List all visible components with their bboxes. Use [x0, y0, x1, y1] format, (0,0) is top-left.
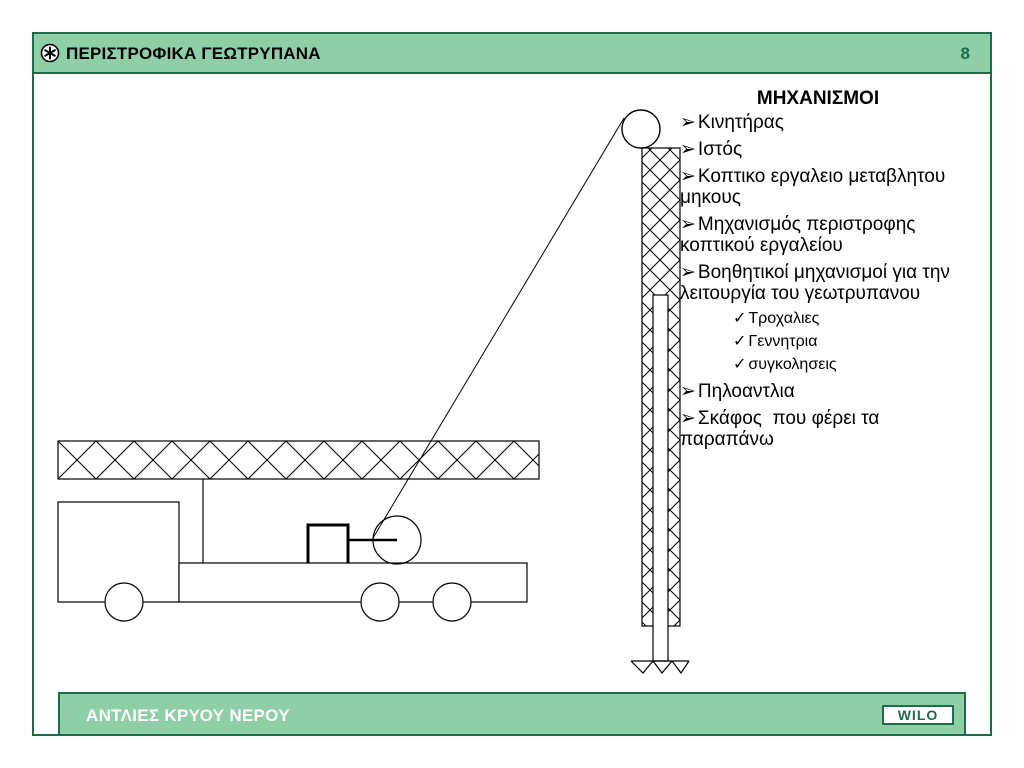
- truck-chassis: [179, 563, 527, 602]
- drill-bit-icon: [631, 661, 689, 673]
- drill-string: [653, 295, 668, 661]
- footer-title: ΑΝΤΛΙΕΣ ΚΡΥΟΥ ΝΕΡΟΥ: [86, 706, 290, 725]
- arrow-bullet-icon: ➢: [680, 408, 696, 429]
- arrow-bullet-icon: ➢: [680, 166, 696, 187]
- list-item-engine: ➢ Κινητήρας: [680, 112, 784, 133]
- list-item-rotation-mechanism: ➢ Μηχανισμός περιστροφης κοπτικού εργαλείου: [680, 214, 916, 256]
- list-item-cutting-tool: ➢ Κοπτικο εργαλειο μεταβλητου μηκους: [680, 166, 946, 208]
- page-number: 8: [960, 44, 970, 63]
- list-item-mud-pump: ➢ Πηλοαντλια: [680, 381, 795, 402]
- check-icon: ✓: [733, 310, 747, 327]
- arrow-bullet-icon: ➢: [680, 262, 696, 283]
- arrow-bullet-icon: ➢: [680, 381, 696, 402]
- list-item-mast: ➢ Ιστός: [680, 139, 743, 160]
- engine-block: [308, 525, 348, 563]
- subitem-welding: ✓ συγκολησεις: [733, 356, 837, 373]
- crown-pulley: [622, 110, 660, 148]
- arrow-bullet-icon: ➢: [680, 139, 696, 160]
- subitem-generator: ✓ Γεννητρια: [733, 333, 818, 350]
- arrow-bullet-icon: ➢: [680, 214, 696, 235]
- list-item-auxiliary: ➢ Βοηθητικοί μηχανισμοί για την λειτουργία του γεωτρυπανου: [680, 262, 950, 304]
- truck-wheel-rear-1: [361, 583, 399, 621]
- vertical-lattice-mast: [642, 148, 680, 661]
- check-icon: ✓: [733, 356, 747, 373]
- check-icon: ✓: [733, 333, 747, 350]
- wilo-logo: WILO: [882, 705, 954, 725]
- auxiliary-subitems: [680, 308, 950, 375]
- horizontal-lattice-boom: [58, 441, 539, 479]
- truck-wheel-rear-2: [433, 583, 471, 621]
- mechanisms-title: ΜΗΧΑΝΙΣΜΟΙ: [756, 88, 880, 109]
- subitem-pulleys: ✓ Τροχαλιες: [733, 310, 820, 327]
- arrow-bullet-icon: ➢: [680, 112, 696, 133]
- truck-wheel-front: [105, 583, 143, 621]
- list-item-vessel: ➢ Σκάφος που φέρει τα παραπάνω: [680, 408, 885, 450]
- slide-title: ΠΕΡΙΣΤΡΟΦΙΚΑ ΓΕΩΤΡΥΠΑΝΑ: [66, 44, 321, 63]
- mechanisms-list: [680, 88, 950, 456]
